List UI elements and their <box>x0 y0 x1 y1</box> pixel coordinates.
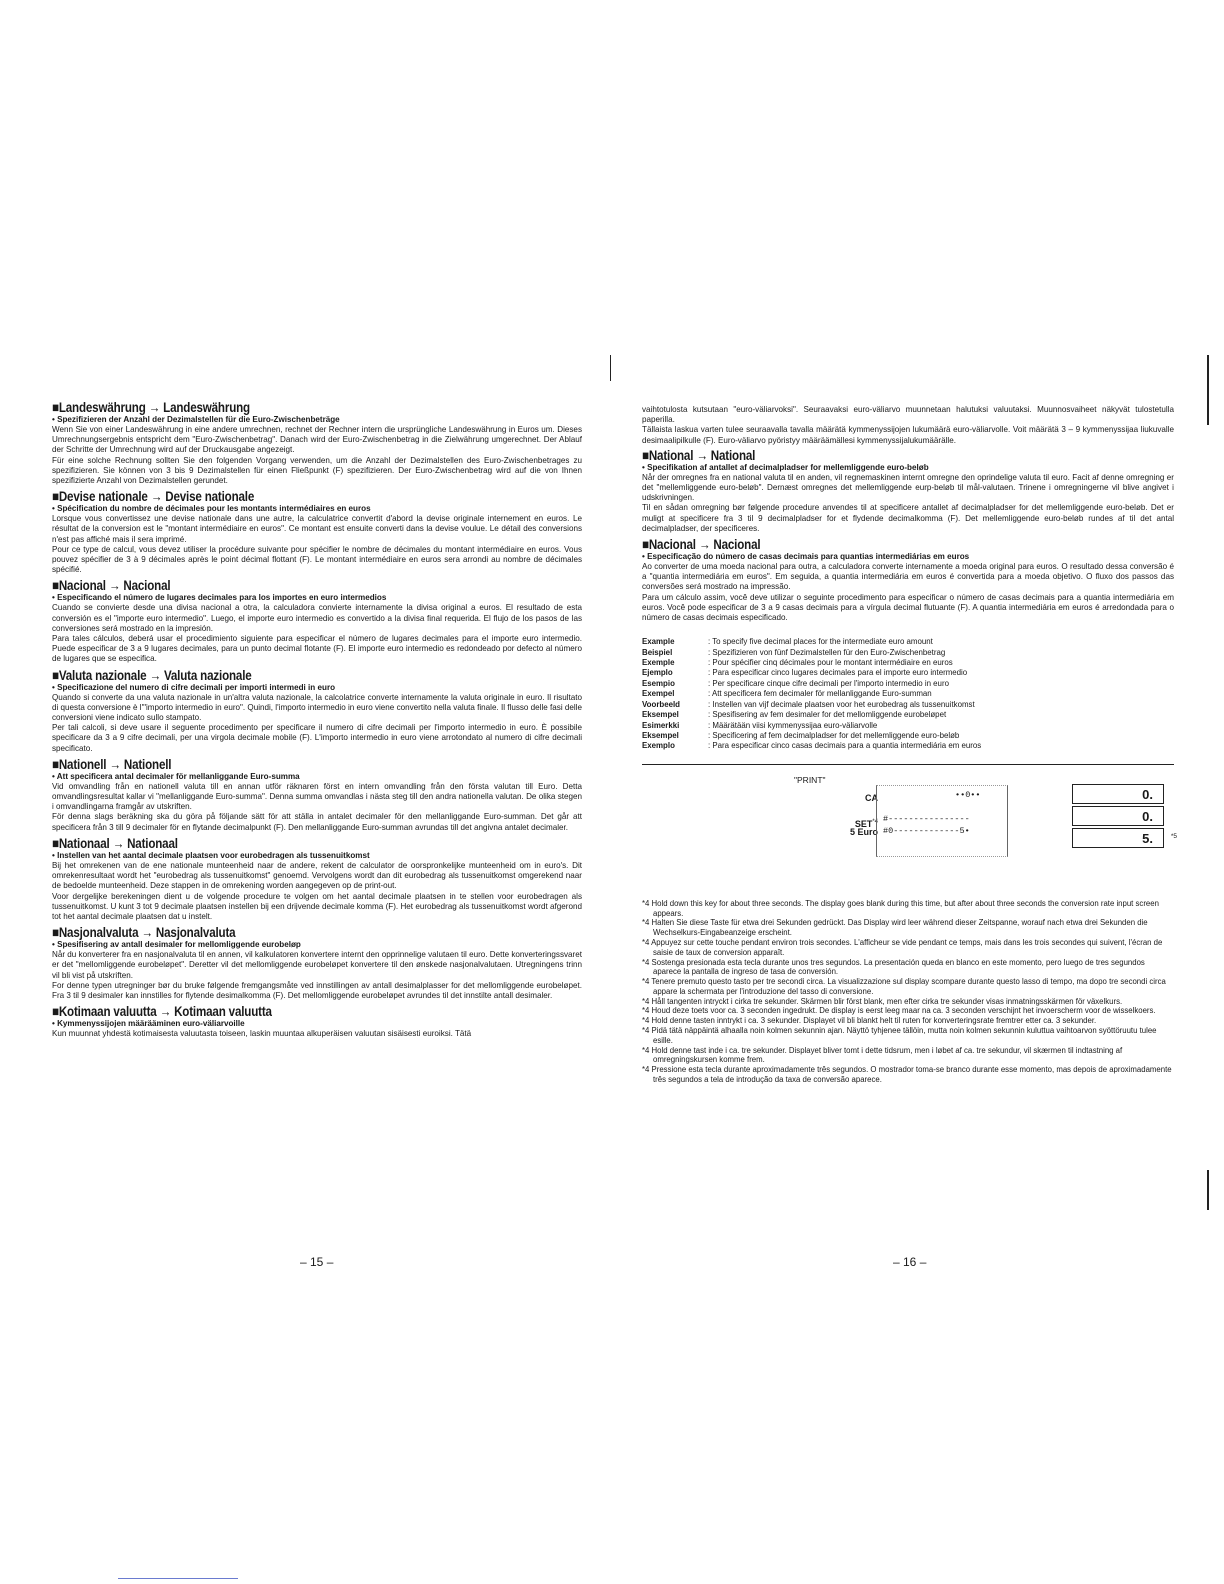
key-set-note: *4 <box>872 818 878 825</box>
section-subtitle: • Specificazione del numero di cifre decimali per importi intermedi in euro <box>52 682 336 692</box>
section-title: ■National → National <box>642 447 756 463</box>
print-label: "PRINT" <box>794 774 826 785</box>
example-label: Eksempel <box>642 710 679 720</box>
paragraph: Bij het omrekenen van de ene nationale munteenheid naar de andere, rekent de calculator de oorspronkelijke munteenheid om in euro's. Dit omrekenresultaat wordt het "eurobedrag als tussenuitkomst" genoemd. Vervolgens wordt dan dit eurobedrag als tussenuitkomst omgerekend naar de bedoelde munteenheid. Deze stappen in de omrekening worden aangegeven op de print-out. <box>52 860 582 891</box>
lcd-display <box>1072 828 1177 848</box>
lcd-display <box>1072 784 1164 804</box>
paragraph: Pour ce type de calcul, vous devez utiliser la procédure suivante pour spécifier le nombre de décimales du montant intermédiaire en euros. Vous pouvez spécifier de 3 à 9 décimales après le point décimal flottant (F). Le montant intermédiaire en euros sera arrondi au nombre de décimales spécifié. <box>52 544 582 575</box>
example-row <box>642 668 1174 678</box>
paragraph: Für eine solche Rechnung sollten Sie den folgenden Vorgang verwenden, um die Anzahl der Dezimalstellen des Euro-Zwischenbetrages zu spezifizieren. Sie können von 3 bis 9 Dezimalstellen für einen Fließpunkt (F) spezifizieren. Der Euro-Zwischenbetrag wird auf die von Ihnen spezifizierte Anzahl von Dezimalstellen gerundet. <box>52 455 582 486</box>
section <box>52 1004 582 1039</box>
section-subtitle: • Especificação do número de casas decimais para quantias intermediárias em euros <box>642 552 970 562</box>
paragraph: Kun muunnat yhdestä kotimaisesta valuutasta toiseen, laskin muuntaa alkuperäisen valuutan sisäisesti euroiksi. Tätä <box>52 1029 472 1039</box>
section-title: ■Nasjonalvaluta → Nasjonalvaluta <box>52 925 236 941</box>
footnote: *4 Håll tangenten intryckt i cirka tre sekunder. Skärmen blir först blank, men efter cirka tre sekunder visas inmatningsskärmen för växelkurs. <box>642 996 1123 1006</box>
paragraph: Wenn Sie von einer Landeswährung in eine andere umrechnen, rechnet der Rechner intern die ursprüngliche Landeswährung in Euros um. Dieses Umrechnungsergebnis entspricht dem "Euro-Zwischenbetrag". Danach wird der Euro-Zwischenbetrag in die Zielwährung umgerechnet. Der Ablauf der Schritte der Umrechnung wird auf der Druckausgabe angezeigt. <box>52 425 582 455</box>
key-ca: CA <box>865 792 878 803</box>
right-page-column <box>642 405 1177 1085</box>
example-row <box>642 741 1174 751</box>
example-label: Exemplo <box>642 741 675 751</box>
footnote: *4 Hold down this key for about three seconds. The display goes blank during this time, but after about three seconds the conversion rate input screen appears. <box>642 898 1159 918</box>
paragraph: Per tali calcoli, si deve usare il seguente procedimento per specificare il numero di cifre decimali per l'importo intermedio in euro. È possibile specificare da 3 a 9 cifre decimali, per una virgola decimale mobile (F). L'importo intermedio in euro viene arrotondato al numero di cifre decimali specificato. <box>52 723 582 753</box>
section <box>52 925 582 1001</box>
section-subtitle: • Especificando el número de lugares decimales para los importes en euro intermedios <box>52 593 387 603</box>
paragraph: Tällaista laskua varten tulee seuraavalla tavalla määrätä kymmenyssijojen lukumäärä euro-väliarvolle. Voit määrätä 3 – 9 kymmenyssijaa liukuvalle desimaalipilkulle (F). Euro-väliarvo pyöristyy määräämällesi kymmenyssijalukumäärälle. <box>642 425 1174 445</box>
bottom-edge-mark <box>118 1578 238 1579</box>
paragraph: För denna slags beräkning ska du göra på följande sätt för att ställa in antalet decimaler för den mellanliggande Euro-summan. Det går att specificera från 3 till 9 decimaler för en flytande decimalpunkt (F). Den mellanliggande Euro-summan avrundas till det angivna antalet decimaler. <box>52 812 582 832</box>
example-text: : Att specificera fem decimaler för mellanliggande Euro-summan <box>708 689 932 699</box>
example-text: : Para especificar cinco lugares decimales para el importe euro intermedio <box>708 668 968 678</box>
paragraph: For denne typen utregninger bør du bruke følgende fremgangsmåte ved innstillingen av antall desimalplasser for det mellomliggende eurobeløpet. Fra 3 til 9 desimaler kan innstilles for flytende desimalkomma (F). Det mellomliggende eurobeløpet avrundes til det innstilte antall desimaler. <box>52 980 582 1000</box>
footnotes <box>642 899 1174 1085</box>
lcd-value: 5. <box>1142 830 1153 846</box>
paragraph: vaihtotulosta kutsutaan "euro-väliarvoksi". Seuraavaksi euro-väliarvo muunnetaan halutuksi valuutaksi. Muunnosvaiheet näkyvät tulostetulla paperilla. <box>642 405 1174 425</box>
example-row <box>642 689 1174 699</box>
example-text: : Specificering af fem decimalpladser for det mellemliggende euro-beløb <box>708 730 960 740</box>
example-label: Eksempel <box>642 730 679 740</box>
example-label: Esimerkki <box>642 720 680 730</box>
tape-line: #0-------------5• <box>883 825 970 836</box>
section-title: ■Nationaal → Nationaal <box>52 835 178 851</box>
section-subtitle: • Specifikation af antallet af decimalpladser for mellemliggende euro-beløb <box>642 462 929 472</box>
page-number-left: – 15 – <box>300 1255 334 1269</box>
paragraph: Til en sådan omregning bør følgende procedure anvendes til at specificere antallet af decimalpladser for det mellemliggende euro-beløb. Det er muligt at specificere fra 3 til 9 decimalpladser for et flydende decimalkomma (F). Det mellemliggende euro-beløb rundes af til det antal decimalpladser, der specificeres. <box>642 503 1174 533</box>
example-text: : Per specificare cinque cifre decimali per l'importo intermedio in euro <box>708 678 949 688</box>
example-row <box>642 658 1174 668</box>
section-subtitle: • Spezifizieren der Anzahl der Dezimalstellen für die Euro-Zwischenbeträge <box>52 415 340 424</box>
section-title: ■Kotimaan valuutta → Kotimaan valuutta <box>52 1004 272 1020</box>
paragraph: Para tales cálculos, deberá usar el procedimiento siguiente para especificar el número de lugares decimales para el importe euro intermedio. Puede especificar de 3 a 9 lugares decimales, para un punto decimal flotante (F). El importe euro intermedio es redondeado por defecto al número de lugares que se especifica. <box>52 634 582 664</box>
example-row <box>642 721 1174 731</box>
footnote: *4 Hold denne tast inde i ca. tre sekunder. Displayet bliver tomt i dette tidsrum, men i løbet af ca. tre sekundur, vil skærmen til indtastning af omregningskursen komme frem. <box>642 1045 1123 1065</box>
paragraph: Cuando se convierte desde una divisa nacional a otra, la calculadora convierte internamente la divisa original a euros. El resultado de esta conversión es el "importe euro intermedio". Luego, el importe euro intermedio es convertido a la divisa final requerida. El flujo de los pasos de las conversiones será mostrado en la impresión. <box>52 603 582 633</box>
example-row <box>642 648 1174 658</box>
example-text: : To specify five decimal places for the intermediate euro amount <box>708 637 933 647</box>
left-sections <box>52 400 582 1039</box>
operation-diagram <box>642 769 1177 899</box>
example-row <box>642 731 1174 741</box>
example-row <box>642 679 1174 689</box>
section <box>52 668 582 754</box>
printer-tape <box>876 785 1008 857</box>
example-text: : Spesifisering av fem desimaler for det mellomliggende eurobeløpet <box>708 710 947 720</box>
page-number-right: – 16 – <box>893 1255 927 1269</box>
paragraph: Lorsque vous convertissez une devise nationale dans une autre, la calculatrice convertit d'abord la devise originale internement en euros. Le résultat de la conversion est le "montant intermédiaire en euros". Ce montant est ensuite converti dans la devise voulue. Le détail des conversions n'est pas affiché mais il sera imprimé. <box>52 514 582 544</box>
footnote: *4 Pidä tätä näppäintä alhaalla noin kolmen sekunnin ajan. Näyttö tyhjenee tällöin, mutta noin kolmen sekunnin kuluttua vaihtoarvon syöttöruutu tulee esille. <box>642 1026 1157 1045</box>
paragraph: Voor dergelijke berekeningen dient u de volgende procedure te volgen om het aantal decimale plaatsen in te stellen voor eurobedragen als tussenuitkomst. U kunt 3 tot 9 decimale plaatsen instellen bij een drijvende decimale komma (F). Het eurobedrag als tussenuitkomst wordt afgerond tot het aantal decimale plaatsen dat u instelt. <box>52 891 582 921</box>
example-text: : Pour spécifier cinq décimales pour le montant intermédiaire en euros <box>708 658 953 668</box>
footnote: *4 Pressione esta tecla durante aproximadamente três segundos. O mostrador toma-se branco durante esse momento, mas depois de aproximadamente três segundos a tela de introdução da taxa de conversão aparece. <box>642 1065 1172 1085</box>
key-euro: 5 Euro <box>849 826 878 837</box>
lcd-displays <box>1072 784 1177 850</box>
example-row <box>642 637 1174 647</box>
section-subtitle: • Instellen van het aantal decimale plaatsen voor eurobedragen als tussenuitkomst <box>52 850 370 860</box>
example-label: Example <box>642 637 675 647</box>
paragraph: Når du konverterer fra en nasjonalvaluta til en annen, vil kalkulatoren konvertere internt den opprinnelige valutaen til euro. Dette konverteringssvaret er det "mellomliggende eurobeløpet". Deretter vil det mellomliggende eurobeløpet konvertere til den ønskede nasjonalvalutaen. Utregningens trinn vil bli vist på utskriften. <box>52 950 582 980</box>
paragraph: Ao converter de uma moeda nacional para outra, a calculadora converte internamente a moeda original para euros. O resultado dessa conversão é a "quantia intermediária em euros". Em seguida, a quantia intermediária em euros é convertida para a moeda objetivo. O fluxo dos passos das conversões será mostrado na impressão. <box>642 562 1174 592</box>
paragraph: Para um cálculo assim, você deve utilizar o seguinte procedimento para especificar o número de casas decimais para a quantia intermediária em euros. Você pode especificar de 3 a 9 casas decimais para a vírgula decimal flutuante (F). A quantia intermediária em euros é arredondada para o número de casas decimais especificado. <box>642 592 1174 623</box>
right-edge-mark <box>1207 355 1209 425</box>
divider-line <box>642 764 1174 765</box>
section <box>642 448 1174 534</box>
example-text: : Määrätään viisi kymmenyssijaa euro-väliarvolle <box>708 720 878 730</box>
footnote: *4 Hold denne tasten inntrykt i ca. 3 sekunder. Displayet vil bli blankt helt til ruten for konverteringsrate fremtrer etter ca. 3 sekunder. <box>642 1016 1097 1026</box>
example-label: Exemple <box>642 658 675 668</box>
section-title: ■Nationell → Nationell <box>52 756 172 772</box>
lcd-note: *5 <box>1170 832 1177 840</box>
example-text: : Spezifizieren von fünf Dezimalstellen für den Euro-Zwischenbetrag <box>708 647 946 657</box>
example-label: Esempio <box>642 678 675 688</box>
example-text: : Instellen van vijf decimale plaatsen voor het eurobedrag als tussenuitkomst <box>708 699 975 709</box>
paragraph: Når der omregnes fra en national valuta til en anden, vil regnemaskinen internt omregne den oprindelige valuta til euro. Facit af denne omregning er det "mellemliggende euro-beløb". Dernæst omregnes det mellemliggende eurp-beløb til mål-valutaen. Trinene i omregningerne vil blive angivet i udskrivningen. <box>642 472 1174 503</box>
section <box>52 757 582 833</box>
lcd-value: 0. <box>1142 808 1153 824</box>
lcd-value: 0. <box>1142 786 1153 802</box>
section-title: ■Valuta nazionale → Valuta nazionale <box>52 667 252 683</box>
example-label: Beispiel <box>642 647 673 657</box>
section-title: ■Nacional → Nacional <box>642 537 761 553</box>
footnote: *4 Tenere premuto questo tasto per tre secondi circa. La visualizzazione sul display scompare durante questo lasso di tempo, ma dopo tre secondi circa appare la schermata per l'introduzione del tasso di conversione. <box>642 977 1166 996</box>
section <box>52 400 582 486</box>
section-title: ■Devise nationale → Devise nationale <box>52 489 255 505</box>
example-row <box>642 710 1174 720</box>
right-sections <box>642 448 1174 623</box>
right-edge-mark <box>1207 1170 1209 1210</box>
paragraph: Vid omvandling från en nationell valuta till en annan utför räknaren först en intern omvandling från den första valutan till Euro. Detta omvandlingsresultat kallar vi "mellanliggande Euro-summa". Denna summa omvandlas i nästa steg till den andra nationella valutan. De olika stegen i omvandlingarna framgår av utskriften. <box>52 781 582 812</box>
section-subtitle: • Kymmenyssijojen määrääminen euro-väliarvoille <box>52 1019 245 1029</box>
section-title: ■Landeswährung → Landeswährung <box>52 400 250 415</box>
section <box>52 578 582 664</box>
footnote: *4 Appuyez sur cette touche pendant environ trois secondes. L'afficheur se vide pendant ce temps, mais dans les trois secondes qui suivent, l'écran de saisie de taux de conversion apparaît. <box>642 937 1163 957</box>
tape-line: #---------------- <box>883 813 970 824</box>
tape-line: ••0•• <box>955 789 981 800</box>
section <box>52 836 582 922</box>
paragraph: Quando si converte da una valuta nazionale in un'altra valuta nazionale, la calcolatrice converte internamente la valuta originale in euro. Il risultato di questa conversione è l'"importo intermedio in euro". Quindi, l'importo intermedio in euro viene convertito nella valuta finale. Il flusso delle fasi delle conversioni viene indicato sullo stampato. <box>52 692 582 723</box>
section <box>52 489 582 575</box>
footnote: *4 Halten Sie diese Taste für etwa drei Sekunden gedrückt. Das Display wird leer während dieser Zeitspanne, worauf nach etwa drei Sekunden die Wechselkurs-Eingabeanzeige erscheint. <box>642 918 1148 938</box>
example-label: Exempel <box>642 689 675 699</box>
left-page-column <box>52 398 582 1042</box>
section <box>642 537 1174 623</box>
section-subtitle: • Spesifisering av antall desimaler for mellomliggende eurobeløp <box>52 940 301 950</box>
example-label: Ejemplo <box>642 668 673 678</box>
example-label: Voorbeeld <box>642 699 680 709</box>
example-text: : Para especificar cinco casas decimais para a quantia intermediária em euros <box>708 741 982 751</box>
footnote: *4 Houd deze toets voor ca. 3 seconden ingedrukt. De display is eerst leeg maar na ca. 3 seconden verschijnt het invoerscherm voor de wisselkoers. <box>642 1006 1156 1016</box>
key-set-label: SET <box>854 818 873 829</box>
section-title: ■Nacional → Nacional <box>52 578 171 594</box>
lcd-display <box>1072 806 1164 826</box>
footnote: *4 Sostenga presionada esta tecla durante unos tres segundos. La presentación queda en blanco en este momento, pero luego de tres segundos aparece la pantalla de ingreso de tasa de conversión. <box>642 957 1145 977</box>
example-row <box>642 700 1174 710</box>
section-subtitle: • Spécification du nombre de décimales pour les montants intermédiaires en euros <box>52 504 371 514</box>
section-subtitle: • Att specificera antal decimaler för mellanliggande Euro-summa <box>52 771 300 781</box>
continuation-text <box>642 405 1174 446</box>
center-fold-mark <box>610 355 611 381</box>
example-list <box>642 637 1174 751</box>
